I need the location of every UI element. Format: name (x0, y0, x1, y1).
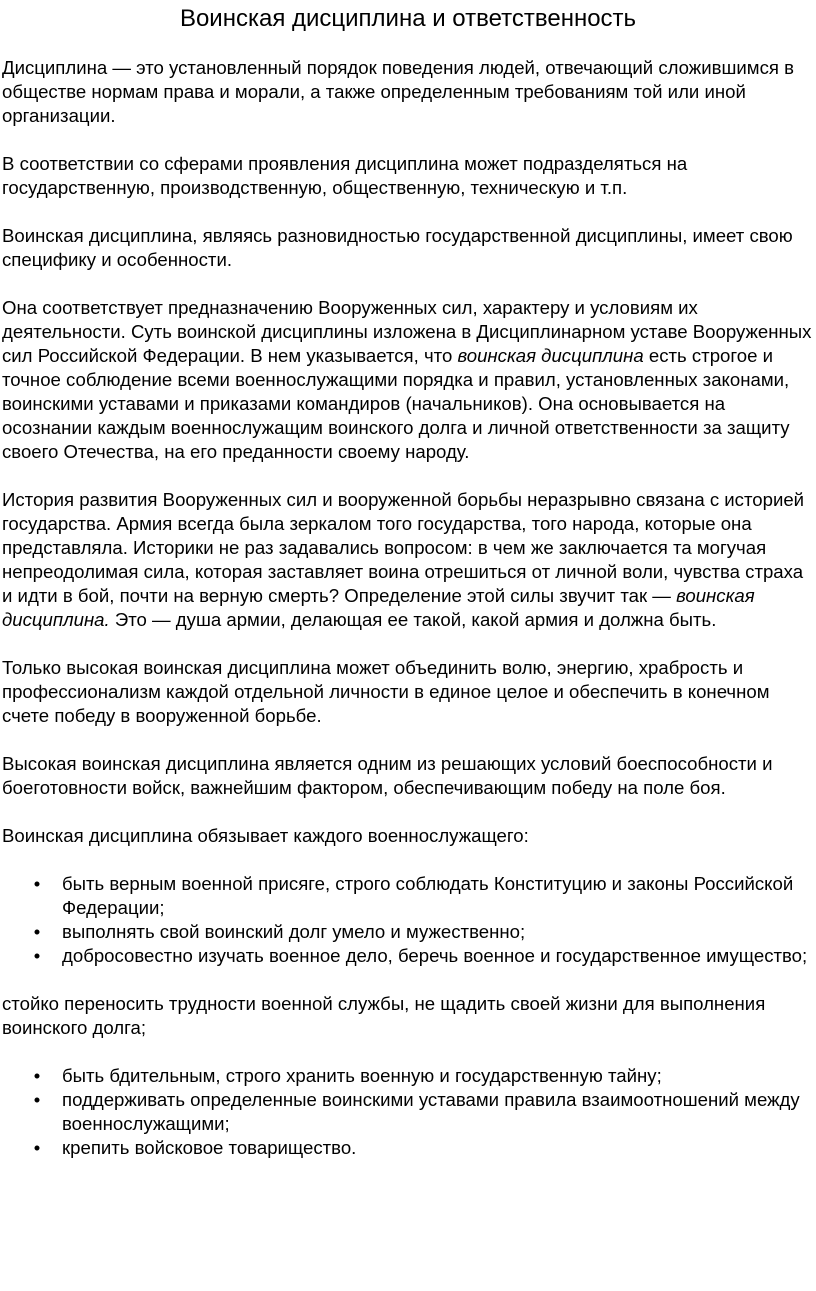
paragraph-hardships: стойко переносить трудности военной службы, не щадить своей жизни для выполнения воинского долга; (2, 993, 766, 1038)
paragraph-charter (2, 296, 814, 464)
list-item (33, 1088, 814, 1136)
list-item (33, 872, 814, 920)
obligations-list-1 (2, 872, 814, 968)
list-item-text: выполнять свой воинский долг умело и мужественно; (62, 921, 526, 942)
bullet-icon: • (33, 1137, 41, 1158)
bullet-icon: • (33, 945, 41, 966)
paragraph-readiness: Высокая воинская дисциплина является одним из решающих условий боеспособности и боеготовности войск, важнейшим фактором, обеспечивающим победу на поле боя. (2, 753, 773, 798)
list-item (33, 1136, 814, 1160)
text-run: История развития Вооруженных сил и вооруженной борьбы неразрывно связана с историей государства. Армия всегда была зеркалом того государства, того народа, которые она представляла. Историки не раз задавались вопросом: в чем же заключается та могучая непреодолимая сила, которая заставляет воина отрешиться от личной воли, чувства страха и идти в бой, почти на верную смерть? Определение этой силы звучит так — (2, 489, 805, 606)
paragraph-types: В соответствии со сферами проявления дисциплина может подразделяться на государственную, производственную, общественную, техническую и т.п. (2, 153, 688, 198)
list-item (33, 1064, 814, 1088)
bullet-icon: • (33, 1089, 41, 1110)
list-item-text: быть верным военной присяге, строго соблюдать Конституцию и законы Российской Федерации; (62, 873, 794, 918)
bullet-icon: • (33, 1065, 41, 1086)
text-run: Она соответствует предназначению Вооруженных сил, характеру и условиям их деятельности. Суть воинской дисциплины изложена в Дисциплинарном уставе Вооруженных сил Российской Федерации. В нем указывается, что (2, 297, 812, 366)
list-item-text: добросовестно изучать военное дело, беречь военное и государственное имущество; (62, 945, 808, 966)
list-item-text: крепить войсковое товарищество. (62, 1137, 357, 1158)
list-item (33, 944, 814, 968)
list-item (33, 920, 814, 944)
document-title: Воинская дисциплина и ответственность (179, 5, 637, 32)
list-item-text: поддерживать определенные воинскими уставами правила взаимоотношений между военнослужащими; (62, 1089, 800, 1134)
emphasis-term: воинская дисциплина (457, 345, 644, 366)
paragraph-unity: Только высокая воинская дисциплина может объединить волю, энергию, храбрость и профессионализм каждой отдельной личности в единое целое и обеспечить в конечном счете победу в вооруженной борьбе. (2, 657, 770, 726)
paragraph-obligations-intro: Воинская дисциплина обязывает каждого военнослужащего: (2, 825, 529, 846)
emphasis-term: воинская дисциплина. (2, 585, 755, 630)
bullet-icon: • (33, 921, 41, 942)
obligations-list-2 (2, 1064, 814, 1160)
text-run: Это — душа армии, делающая ее такой, какой армия и должна быть. (109, 609, 717, 630)
text-run: есть строгое и точное соблюдение всеми военнослужащими порядка и правил, установленных законами, воинскими уставами и приказами командиров (начальников). Она основывается на осознании каждым военнослужащим воинского долга и личной ответственности за защиту своего Отечества, на его преданности своему народу. (2, 345, 790, 462)
list-item-text: быть бдительным, строго хранить военную и государственную тайну; (62, 1065, 662, 1086)
paragraph-history (2, 488, 814, 632)
bullet-icon: • (33, 873, 41, 894)
paragraph-definition: Дисциплина — это установленный порядок поведения людей, отвечающий сложившимся в обществе нормам права и морали, а также определенным требованиям той или иной организации. (2, 57, 795, 126)
paragraph-specifics: Воинская дисциплина, являясь разновидностью государственной дисциплины, имеет свою специфику и особенности. (2, 225, 793, 270)
